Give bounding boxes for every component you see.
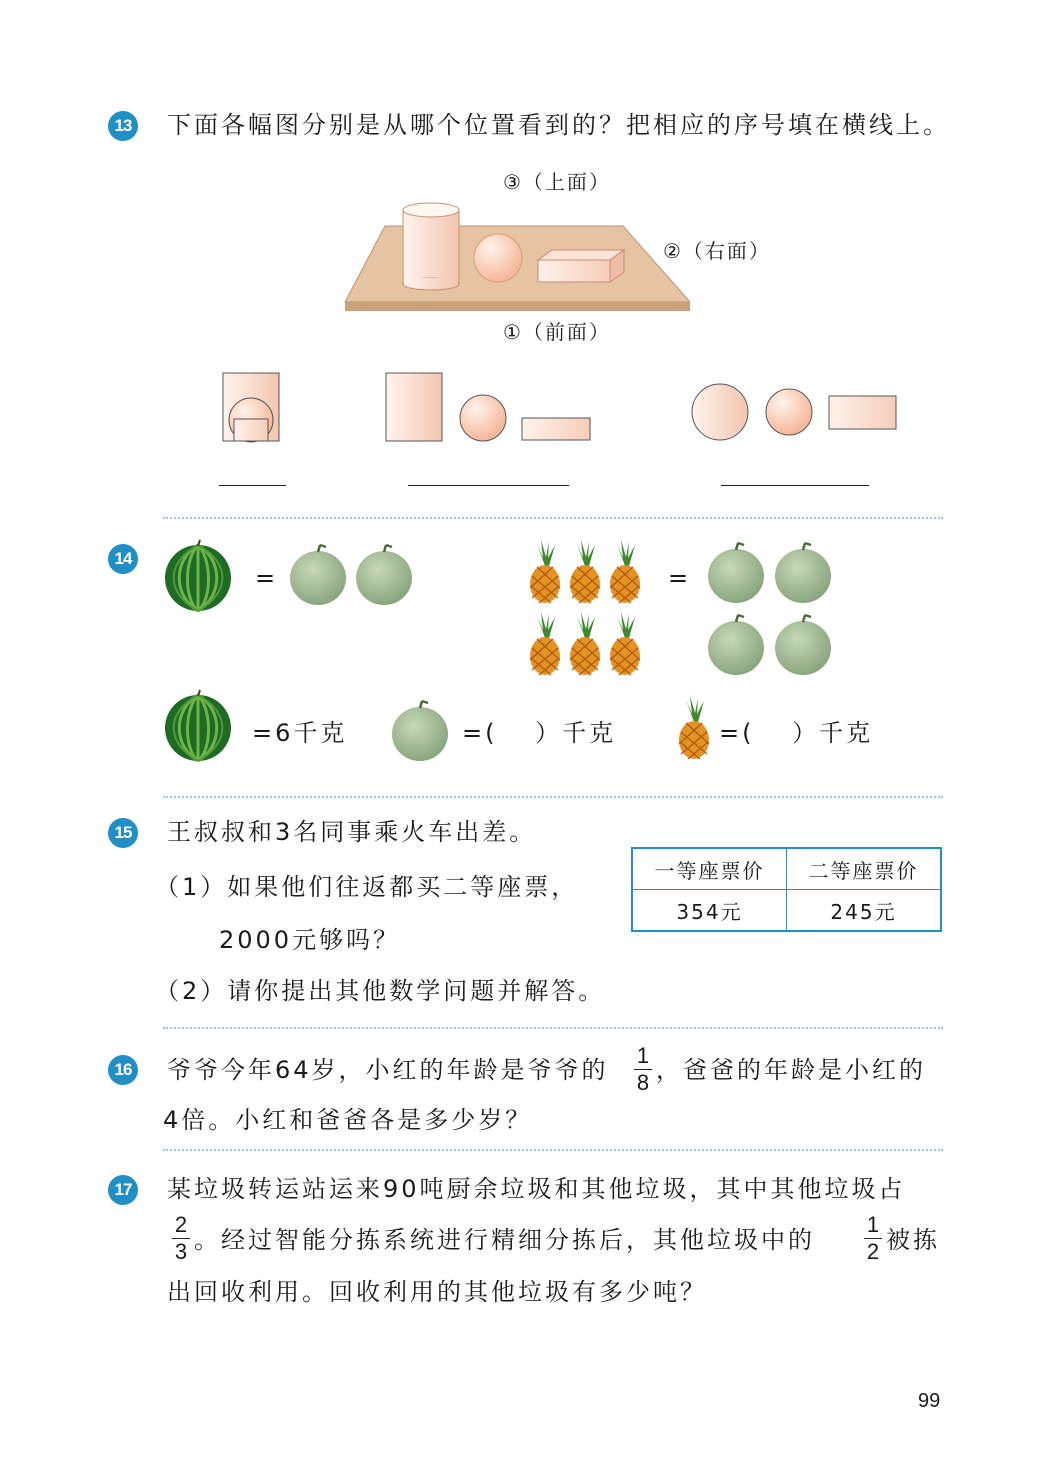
pineapple-icon: [567, 612, 603, 676]
watermelon-icon: [163, 538, 233, 612]
melon-icon: [288, 542, 348, 606]
question-15-part2: （2）请你提出其他数学问题并解答。: [155, 977, 606, 1005]
fraction-one-half: [864, 1214, 882, 1263]
melon-icon: [706, 540, 766, 604]
melon-icon: [354, 542, 414, 606]
page-number: 99: [918, 1390, 941, 1412]
view-label-front: ①（前面）: [503, 320, 611, 344]
section-divider: [163, 1027, 943, 1029]
question-15-text: 王叔叔和3名同事乘火车出差。: [167, 818, 537, 846]
equals-sign-2: =: [668, 564, 692, 592]
view-label-top: ③（上面）: [503, 170, 611, 194]
question-number-16: 16: [108, 1055, 138, 1085]
watermelon-weight-text: =6千克: [252, 719, 348, 747]
pineapple-icon: [527, 540, 563, 604]
melon-icon: [390, 698, 450, 762]
watermelon-icon: [163, 688, 233, 762]
view-option-a: [222, 372, 282, 444]
fraction-two-thirds: [172, 1214, 190, 1263]
fraction-numerator: 1: [636, 1043, 650, 1068]
question-16-line1-end: ，爸爸的年龄是小红的: [656, 1056, 926, 1084]
pineapple-weight-blank[interactable]: =( ）千克: [719, 719, 874, 747]
question-17-line2-start: 。经过智能分拣系统进行精细分拣后，其他垃圾中的: [194, 1226, 815, 1254]
table-header-first-class: 一等座票价: [632, 848, 787, 890]
question-15-part1-line1: （1）如果他们往返都买二等座票，: [155, 873, 579, 901]
question-17-line2-end: 被拣: [886, 1226, 940, 1254]
pineapple-icon: [567, 540, 603, 604]
question-17-line1: 某垃圾转运站运来90吨厨余垃圾和其他垃圾，其中其他垃圾占: [167, 1175, 906, 1203]
solids-on-table-illustration: [340, 200, 690, 315]
answer-blank-b[interactable]: [408, 485, 569, 486]
section-divider: [163, 1149, 943, 1151]
fraction-denominator: 2: [866, 1239, 880, 1264]
melon-icon: [773, 612, 833, 676]
table-cell-second-class-price: 245元: [787, 890, 942, 932]
ticket-price-table: [631, 847, 942, 932]
question-number-17: 17: [108, 1175, 138, 1205]
pineapple-icon: [527, 612, 563, 676]
table-edge: [345, 302, 690, 311]
fraction-numerator: 1: [866, 1212, 880, 1237]
answer-blank-a[interactable]: [219, 485, 286, 486]
melon-icon: [773, 540, 833, 604]
pineapple-icon: [607, 612, 643, 676]
table-cell-first-class-price: 354元: [632, 890, 787, 932]
fraction-one-eighth: [634, 1045, 652, 1094]
question-16-line1-start: 爷爷今年64岁，小红的年龄是爷爷的: [167, 1056, 609, 1084]
pineapple-icon: [676, 696, 712, 760]
view-label-right: ②（右面）: [663, 239, 771, 263]
question-number-14: 14: [108, 544, 138, 574]
fraction-numerator: 2: [174, 1212, 188, 1237]
pineapple-icon: [607, 540, 643, 604]
equals-sign-1: =: [255, 564, 279, 592]
section-divider: [163, 796, 943, 798]
sphere-shape: [474, 234, 522, 282]
answer-blank-c[interactable]: [721, 485, 869, 486]
fraction-denominator: 3: [174, 1239, 188, 1264]
question-number-15: 15: [108, 818, 138, 848]
table-header-second-class: 二等座票价: [787, 848, 942, 890]
question-number-13: 13: [108, 111, 138, 141]
question-16-line2: 4倍。小红和爸爸各是多少岁？: [163, 1106, 533, 1134]
cylinder-shape: [403, 203, 459, 290]
fraction-denominator: 8: [636, 1070, 650, 1095]
question-13-text: 下面各幅图分别是从哪个位置看到的？把相应的序号填在横线上。: [167, 111, 950, 139]
question-17-line3: 出回收利用。回收利用的其他垃圾有多少吨？: [167, 1278, 707, 1306]
view-option-b: [385, 372, 595, 444]
section-divider: [163, 517, 943, 519]
melon-icon: [706, 612, 766, 676]
cuboid-shape: [538, 250, 624, 282]
melon-weight-blank[interactable]: =( ）千克: [462, 719, 617, 747]
question-15-part1-line2: 2000元够吗？: [219, 926, 401, 954]
view-option-c: [690, 382, 902, 444]
